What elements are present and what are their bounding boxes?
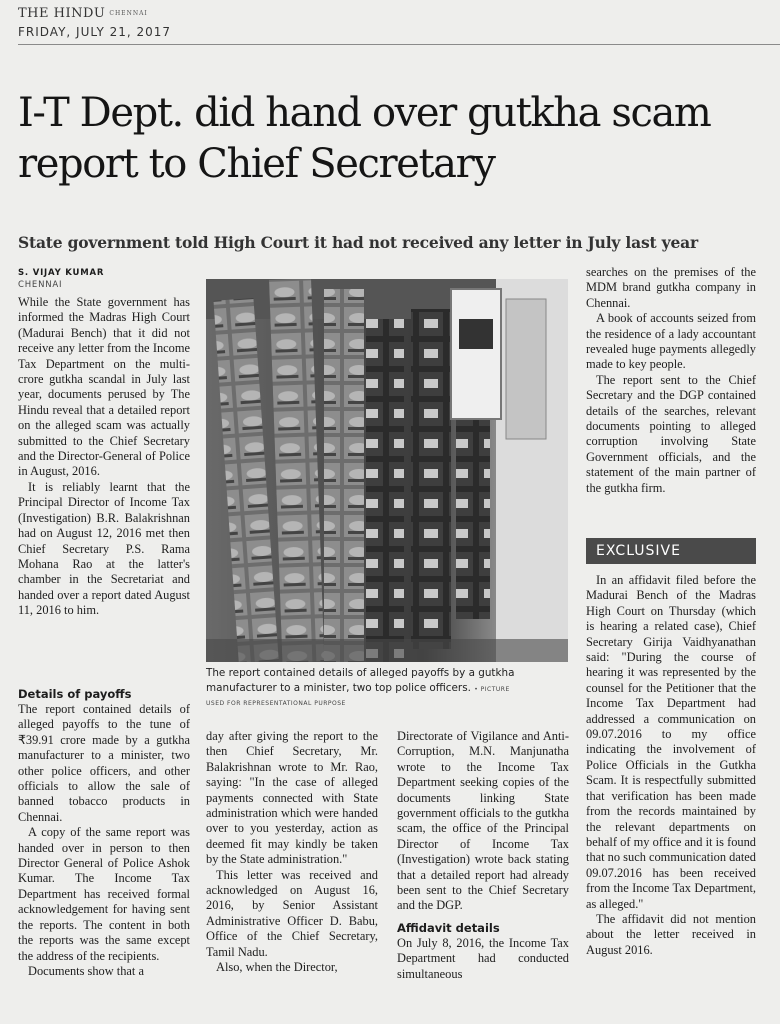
photo-credit: • PICTURE (474, 686, 510, 693)
photo-caption (206, 666, 568, 697)
paper-name: THE HINDU (18, 6, 106, 21)
exclusive-tag: EXCLUSIVE (586, 538, 756, 564)
paragraph: day after giving the report to the then Chief Secretary, Mr. Balakrishnan wrote to Mr. Rao, saying: "In the case of alleged payments connected with State administration which were handed over to you yesterday, action as deemed fit may kindly be taken by the State administration." (206, 729, 378, 867)
issue-date: FRIDAY, JULY 21, 2017 (18, 25, 172, 39)
paragraph: searches on the premises of the MDM brand gutkha company in Chennai. (586, 265, 756, 310)
paragraph: While the State government has informed the Madras High Court (Madurai Bench) that it did not receive any letter from the Income Tax Department on the multi-crore gutkha scandal in July last year, documents perused by The Hindu reveal that a detailed report on the alleged scam was actually submitted to the Chief Secretary and the Director-General of Police in August, 2016. (18, 295, 190, 479)
paragraph: The report contained details of alleged payoffs to the tune of ₹39.91 crore made by a gutkha manufacturer to a minister, two other police officers, and other officials to allow the sale of banned tobacco products in Chennai. (18, 702, 190, 824)
paragraph: Directorate of Vigilance and Anti-Corruption, M.N. Manjunatha wrote to the Income Tax Department seeking copies of the documents linking State government officials to the gutkha scam, the office of the Principal Director of Income Tax (Investigation) wrote back stating that a detailed report had already been sent to the Chief Secretary and the DGP. (397, 729, 569, 913)
byline (18, 267, 104, 291)
column-1 (18, 295, 190, 619)
column-2 (206, 729, 378, 976)
subheadline: State government told High Court it had not received any letter in July last year (18, 233, 698, 252)
paragraph: In an affidavit filed before the Madurai Bench of the Madras High Court on Thursday (which is hearing a related case), Chief Secretary Girija Vaidhyanathan said: "During the course of hearing it was represented by the counsel for the Petitioner that the Income Tax Department had addressed a communication on 09.07.2016 to my office indicating the involvement of Police Officials in the Gutkha Scam. It is respectfully submitted that verification has been made from the records maintained by the relevant departments on behalf of my office and it is found that no such communication dated 09.07.2016 has been received from the Income Tax Department, as alleged." (586, 573, 756, 911)
paragraph: A book of accounts seized from the residence of a lady accountant revealed huge payments allegedly made to key people. (586, 311, 756, 372)
author-name: S. VIJAY KUMAR (18, 268, 105, 278)
column-3 (397, 729, 569, 982)
paragraph: A copy of the same report was handed over in person to then Director General of Police Ashok Kumar. The Income Tax Department has received formal acknowledgement for having sent the reports. The content in both the reports was the same except the address of the recipients. (18, 825, 190, 963)
section-heading: Affidavit details (397, 920, 500, 935)
paragraph: On July 8, 2016, the Income Tax Department had conducted simultaneous (397, 935, 569, 981)
column-1-lower (18, 680, 190, 979)
column-4 (586, 265, 756, 496)
article-photo (206, 279, 568, 662)
dateline-place: CHENNAI (18, 280, 63, 290)
headline: I-T Dept. did hand over gutkha scam report to Chief Secretary (18, 90, 711, 187)
paragraph: Documents show that a (28, 963, 144, 978)
masthead-rule (18, 44, 780, 45)
photo-credit-note: USED FOR REPRESENTATIONAL PURPOSE (206, 700, 346, 707)
paragraph: It is reliably learnt that the Principal Director of Income Tax (Investigation) B.R. Balakrishnan had on August 12, 2016 met then Chief Secretary P.S. Rama Mohana Rao at the latter's chamber in the Secretariat and handed over a report dated August 11, 2016 to him. (18, 479, 190, 618)
masthead (18, 6, 148, 21)
caption-text: The report contained details of alleged payoffs by a gutkha manufacturer to a minister, two top police officers. (206, 667, 515, 694)
paragraph: This letter was received and acknowledged on August 16, 2016, by Senior Assistant Administrative Officer D. Babu, Office of the Chief Secretary, Tamil Nadu. (206, 867, 378, 959)
paragraph: The affidavit did not mention about the letter received in August 2016. (586, 911, 756, 957)
paragraph: Also, when the Director, (216, 960, 338, 975)
column-4-lower (586, 573, 756, 958)
gutkha-packets-image (206, 279, 568, 662)
edition-label: CHENNAI (109, 10, 148, 17)
section-heading: Details of payoffs (18, 687, 132, 701)
paragraph: The report sent to the Chief Secretary and the DGP contained details of the searches, relevant documents pointing to alleged corruption involving State Government officials, and the statement of the main partner of the gutkha firm. (586, 372, 756, 495)
